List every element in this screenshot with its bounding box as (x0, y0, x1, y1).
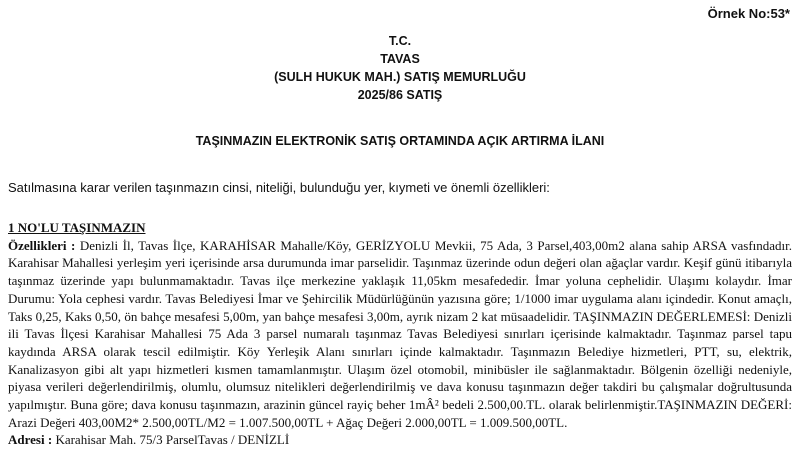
address-label: Adresi : (8, 432, 53, 448)
property-features (8, 237, 792, 432)
features-label: Özellikleri : (8, 237, 76, 253)
announcement-title: TAŞINMAZIN ELEKTRONİK SATIŞ ORTAMINDA AÇIK ARTIRMA İLANI (195, 134, 605, 148)
header-line-4: 2025/86 SATIŞ (357, 88, 443, 102)
address-text: Karahisar Mah. 75/3 ParselTavas / DENİZLİ (52, 432, 290, 448)
header-line-1: T.C. (388, 34, 412, 48)
form-number: Örnek No:53* (707, 6, 790, 21)
property-address (8, 431, 792, 449)
office-header (0, 32, 800, 104)
features-text: Denizli İl, Tavas İlçe, KARAHİSAR Mahalle/Köy, GERİZYOLU Mevkii, 75 Ada, 3 Parsel,403,00m2 alana sahip ARSA vasfındadır. Karahisar Mahallesi yerleşim yeri içerisinde arsa durumunda imar parselidir. Taşınmaz üzerinde odun değeri olan ağaçlar vardır. Keşif günü itibarıyla taşınmaz üzerinde yapı bulunmamaktadır. Tavas ilçe merkezine yaklaşık 11,05km mesafededir. İmar yoluna cephelidir. Ulaşımı kolaydır. İmar Durumu: Yola cephesi vardır. Tavas Belediyesi İmar ve Şehircilik Müdürlüğünün yazısına göre; 1/1000 imar uygulama alanı içindedir. Konut amaçlı, Taks 0,25, Kaks 0,50, ön bahçe mesafesi 5,00m, yan bahçe mesafesi 3,00m, ayrık nizam 2 kat müsaadelidir. TAŞINMAZIN DEĞERLEMESİ: Denizli ili Tavas İlçesi Karahisar Mahallesi 75 Ada 3 parsel numaralı taşınmaz Tavas Belediyesi sınırları içerisinde kalmaktadır. Taşınmaz parsel tapu kaydında ARSA olarak tescil edilmiştir. Köy Yerleşik Alanı sınırları içinde kalmaktadır. Taşınmazın Belediye hizmetleri, PTT, su, elektrik, Kanalizasyon gibi alt yapı hizmetleri kısmen tamamlanmıştır. Ulaşım özel otomobil, minibüsler ile sağlanmaktadır. Bölgenin özelliği nedeniyle, piyasa verileri değerlendirilmiş, olumlu, olumsuz nitelikleri değerlendirilmiş ve dava konusu taşınmazın değer takdiri bu çalışmalar doğrultusunda yapılmıştır. Buna göre; dava konusu taşınmazın, arazinin güncel rayiç beher 1mÂ² bedeli 2.500,00.TL. olarak belirlenmiştir.TAŞINMAZIN DEĞERİ: Arazi Değeri 403,00M2* 2.500,00TL/M2 = 1.007.500,00TL + Ağaç Değeri 2.000,00TL = 1.009.500,00TL. (8, 237, 793, 430)
header-line-3: (SULH HUKUK MAH.) SATIŞ MEMURLUĞU (274, 70, 526, 84)
intro-text: Satılmasına karar verilen taşınmazın cinsi, niteliği, bulunduğu yer, kıymeti ve önemli özellikleri: (8, 180, 550, 195)
header-line-2: TAVAS (380, 52, 420, 66)
property-title: 1 NO'LU TAŞINMAZIN (8, 220, 146, 235)
property-section (8, 219, 792, 449)
